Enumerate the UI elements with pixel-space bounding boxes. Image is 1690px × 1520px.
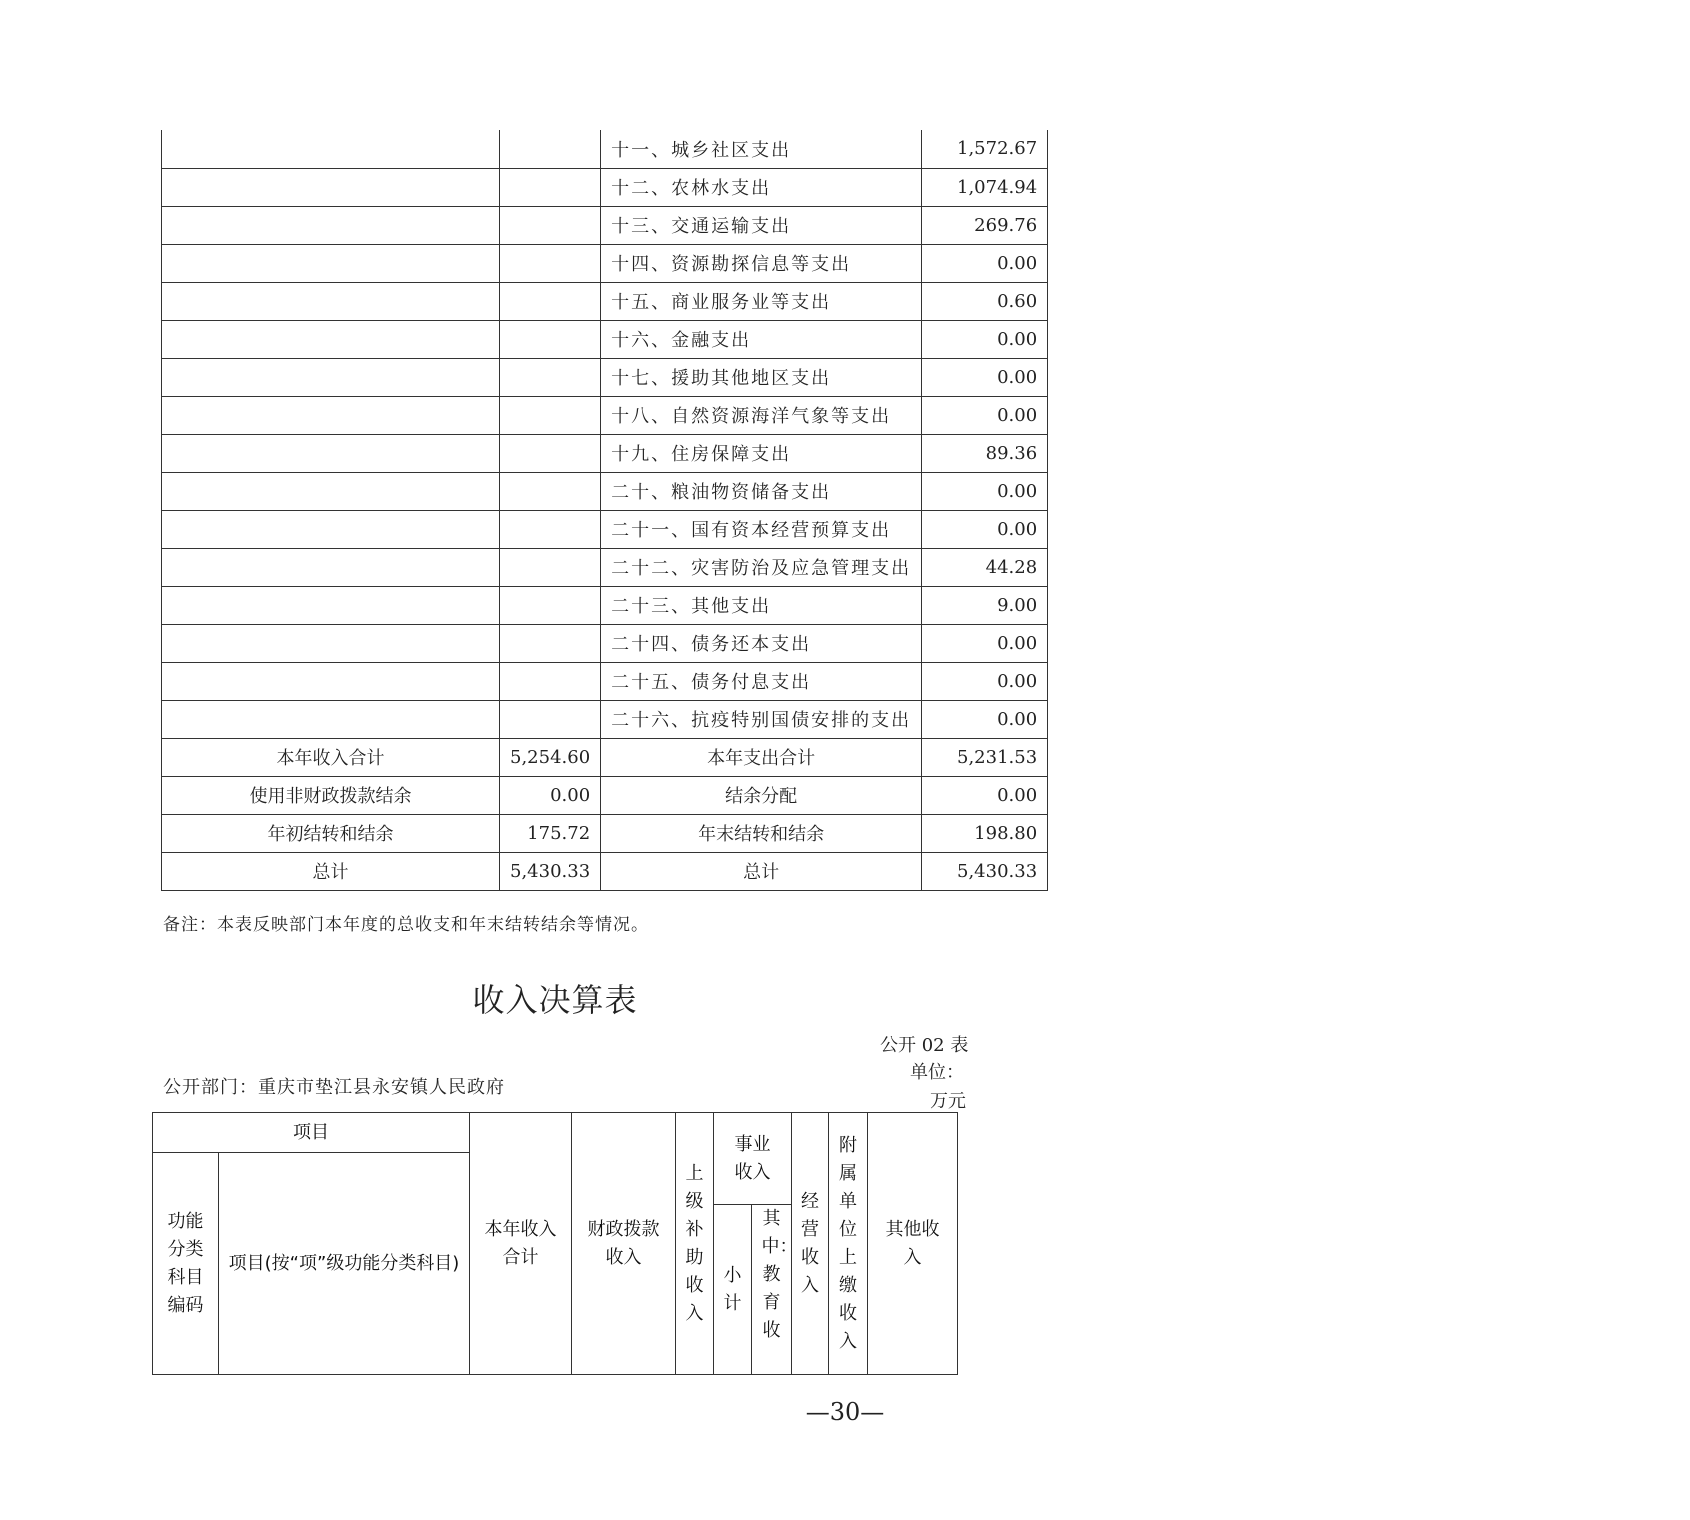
income-amount-cell	[500, 434, 601, 472]
income-item-cell	[162, 510, 500, 548]
income-item-cell	[162, 358, 500, 396]
expense-item-amount: 0.60	[922, 282, 1048, 320]
table-row	[162, 586, 1048, 624]
income-item-cell	[162, 700, 500, 738]
table-row	[162, 358, 1048, 396]
expense-item-amount: 44.28	[922, 548, 1048, 586]
expense-item-label: 十五、商业服务业等支出	[601, 282, 922, 320]
table-row	[162, 624, 1048, 662]
income-amount-cell	[500, 548, 601, 586]
expense-item-label: 二十二、灾害防治及应急管理支出	[601, 548, 922, 586]
header-superior-subsidy: 上级补助收入	[676, 1113, 714, 1375]
income-total-label: 总计	[162, 852, 500, 890]
income-item-cell	[162, 320, 500, 358]
expense-total-label: 总计	[601, 852, 922, 890]
total-row	[162, 776, 1048, 814]
expense-item-amount: 9.00	[922, 586, 1048, 624]
summary-table-body	[162, 130, 1048, 890]
table-row	[162, 700, 1048, 738]
expense-item-amount: 0.00	[922, 396, 1048, 434]
department-line: 公开部门：重庆市垫江县永安镇人民政府	[163, 1077, 505, 1098]
table-row	[162, 662, 1048, 700]
income-item-cell	[162, 472, 500, 510]
header-other-income: 其他收入	[868, 1113, 958, 1375]
expense-item-label: 二十三、其他支出	[601, 586, 922, 624]
income-total-amount: 0.00	[500, 776, 601, 814]
total-row	[162, 814, 1048, 852]
table-code: 公开 02 表	[880, 1035, 969, 1056]
header-func-code: 功能分类科目编码	[153, 1153, 219, 1375]
income-amount-cell	[500, 662, 601, 700]
income-total-amount: 5,254.60	[500, 738, 601, 776]
expense-item-label: 二十六、抗疫特别国债安排的支出	[601, 700, 922, 738]
table-row	[162, 244, 1048, 282]
income-item-cell	[162, 244, 500, 282]
expense-item-amount: 0.00	[922, 472, 1048, 510]
expense-item-amount: 0.00	[922, 662, 1048, 700]
table-row	[162, 130, 1048, 168]
income-item-cell	[162, 624, 500, 662]
income-amount-cell	[500, 282, 601, 320]
income-total-label: 年初结转和结余	[162, 814, 500, 852]
expense-item-label: 十一、城乡社区支出	[601, 130, 922, 168]
income-item-cell	[162, 434, 500, 472]
table-row	[162, 548, 1048, 586]
expense-item-amount: 89.36	[922, 434, 1048, 472]
expense-item-amount: 0.00	[922, 244, 1048, 282]
income-item-cell	[162, 206, 500, 244]
expense-item-label: 二十四、债务还本支出	[601, 624, 922, 662]
income-item-cell	[162, 586, 500, 624]
unit-value: 万元	[930, 1091, 966, 1112]
summary-table	[161, 130, 1048, 891]
income-item-cell	[162, 168, 500, 206]
header-business-income: 事业收入	[714, 1113, 792, 1205]
table-row	[162, 282, 1048, 320]
page-number: —30—	[805, 1398, 885, 1426]
income-amount-cell	[500, 168, 601, 206]
header-project: 项目	[153, 1113, 470, 1153]
income-amount-cell	[500, 358, 601, 396]
income-amount-cell	[500, 320, 601, 358]
income-total-label: 本年收入合计	[162, 738, 500, 776]
table-row	[162, 472, 1048, 510]
expense-item-amount: 0.00	[922, 510, 1048, 548]
section-title: 收入决算表	[472, 981, 638, 1019]
income-amount-cell	[500, 624, 601, 662]
expense-item-label: 十三、交通运输支出	[601, 206, 922, 244]
expense-total-amount: 0.00	[922, 776, 1048, 814]
income-item-cell	[162, 130, 500, 168]
income-total-amount: 5,430.33	[500, 852, 601, 890]
header-fiscal-income: 财政拨款收入	[572, 1113, 676, 1375]
income-amount-cell	[500, 244, 601, 282]
income-total-amount: 175.72	[500, 814, 601, 852]
expense-item-label: 二十五、债务付息支出	[601, 662, 922, 700]
income-item-cell	[162, 282, 500, 320]
income-item-cell	[162, 548, 500, 586]
income-amount-cell	[500, 472, 601, 510]
income-table-header	[152, 1112, 958, 1375]
expense-item-label: 十二、农林水支出	[601, 168, 922, 206]
expense-item-label: 十八、自然资源海洋气象等支出	[601, 396, 922, 434]
table-remark: 备注：本表反映部门本年度的总收支和年末结转结余等情况。	[163, 915, 649, 935]
income-amount-cell	[500, 586, 601, 624]
table-row	[162, 168, 1048, 206]
table-row	[162, 510, 1048, 548]
expense-item-label: 十七、援助其他地区支出	[601, 358, 922, 396]
header-operating-income: 经营收入	[792, 1113, 829, 1375]
table-row	[162, 206, 1048, 244]
income-amount-cell	[500, 206, 601, 244]
total-row	[162, 852, 1048, 890]
expense-total-amount: 5,430.33	[922, 852, 1048, 890]
expense-total-label: 年末结转和结余	[601, 814, 922, 852]
expense-item-amount: 1,572.67	[922, 130, 1048, 168]
table-row	[162, 434, 1048, 472]
expense-item-amount: 1,074.94	[922, 168, 1048, 206]
income-amount-cell	[500, 130, 601, 168]
table-row	[162, 396, 1048, 434]
expense-item-label: 十四、资源勘探信息等支出	[601, 244, 922, 282]
income-amount-cell	[500, 396, 601, 434]
header-subtotal: 小计	[714, 1205, 752, 1375]
income-amount-cell	[500, 510, 601, 548]
expense-item-amount: 0.00	[922, 624, 1048, 662]
table-row	[162, 320, 1048, 358]
header-affiliated-income: 附属单位上缴收入	[829, 1113, 868, 1375]
income-item-cell	[162, 396, 500, 434]
expense-item-amount: 269.76	[922, 206, 1048, 244]
income-total-label: 使用非财政拨款结余	[162, 776, 500, 814]
income-amount-cell	[500, 700, 601, 738]
income-item-cell	[162, 662, 500, 700]
expense-item-label: 十六、金融支出	[601, 320, 922, 358]
expense-total-amount: 5,231.53	[922, 738, 1048, 776]
expense-item-label: 二十一、国有资本经营预算支出	[601, 510, 922, 548]
expense-item-amount: 0.00	[922, 320, 1048, 358]
expense-total-label: 结余分配	[601, 776, 922, 814]
unit-label: 单位：	[910, 1062, 964, 1083]
expense-total-amount: 198.80	[922, 814, 1048, 852]
header-education-income: 其中：教育收	[752, 1205, 792, 1375]
expense-item-label: 二十、粮油物资储备支出	[601, 472, 922, 510]
expense-item-amount: 0.00	[922, 358, 1048, 396]
expense-item-amount: 0.00	[922, 700, 1048, 738]
header-project-name: 项目(按“项”级功能分类科目)	[219, 1153, 470, 1375]
expense-total-label: 本年支出合计	[601, 738, 922, 776]
expense-item-label: 十九、住房保障支出	[601, 434, 922, 472]
header-total-income: 本年收入合计	[470, 1113, 572, 1375]
total-row	[162, 738, 1048, 776]
